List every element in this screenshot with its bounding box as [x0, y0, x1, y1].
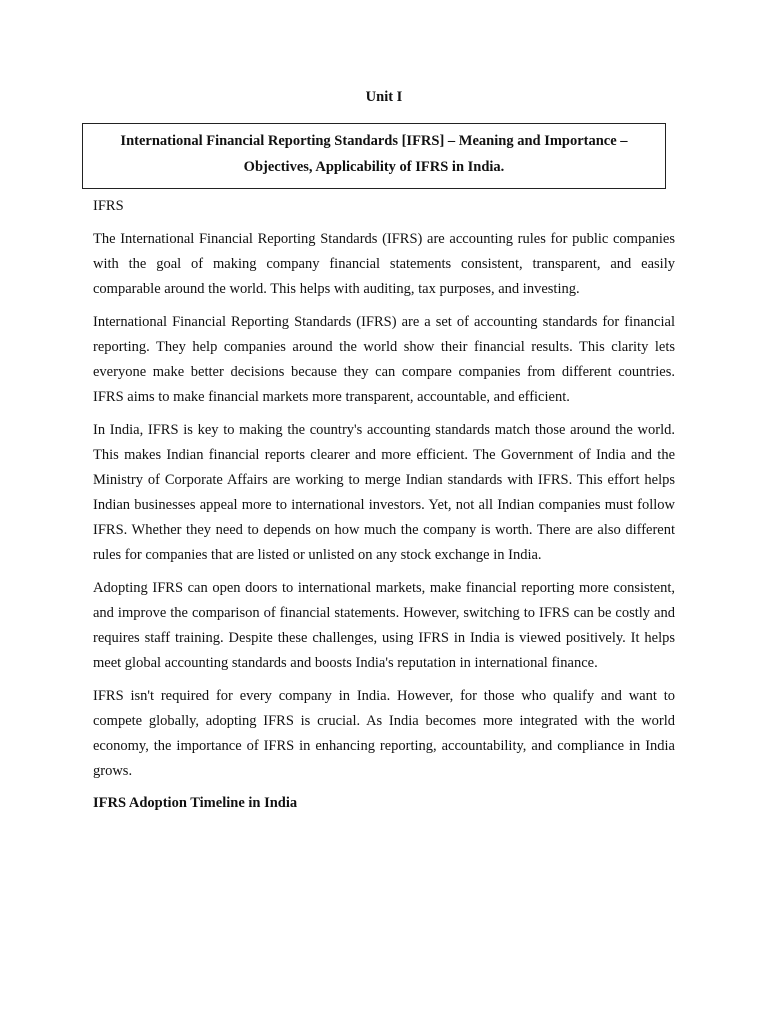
- section-label: IFRS: [93, 198, 124, 214]
- paragraph-2: International Financial Reporting Standards (IFRS) are a set of accounting standards for financial reporting. They help companies around the world show their financial results. This clarity lets everyone make better decisions because they can compare companies from different countries. IFRS aims to make financial markets more transparent, accountable, and efficient.: [93, 314, 675, 405]
- topic-title-line-2: Objectives, Applicability of IFRS in India.: [243, 159, 505, 175]
- paragraph-3: In India, IFRS is key to making the country's accounting standards match those around the world. This makes Indian financial reports clearer and more efficient. The Government of India and the Ministry of Corporate Affairs are working to merge Indian standards with IFRS. This effort helps Indian businesses appeal more to international investors. Yet, not all Indian companies must follow IFRS. Whether they need to depends on how much the company is worth. There are also different rules for companies that are listed or unlisted on any stock exchange in India.: [93, 422, 675, 563]
- document-body: [93, 195, 675, 814]
- paragraph-5: IFRS isn't required for every company in India. However, for those who qualify and want to compete globally, adopting IFRS is crucial. As India becomes more integrated with the world economy, the importance of IFRS in enhancing reporting, accountability, and compliance in India grows.: [93, 688, 675, 779]
- section-subheading: IFRS Adoption Timeline in India: [93, 795, 298, 811]
- paragraph-1: The International Financial Reporting Standards (IFRS) are accounting rules for public companies with the goal of making company financial statements consistent, transparent, and easily comparable around the world. This helps with auditing, tax purposes, and investing.: [93, 231, 675, 297]
- unit-title: Unit I: [365, 89, 403, 105]
- topic-title-line-1: International Financial Reporting Standards [IFRS] – Meaning and Importance –: [120, 133, 628, 149]
- topic-title-box: [82, 123, 666, 189]
- paragraph-4: Adopting IFRS can open doors to international markets, make financial reporting more consistent, and improve the comparison of financial statements. However, switching to IFRS can be costly and requires staff training. Despite these challenges, using IFRS in India is viewed positively. It helps meet global accounting standards and boosts India's reputation in international finance.: [93, 580, 675, 671]
